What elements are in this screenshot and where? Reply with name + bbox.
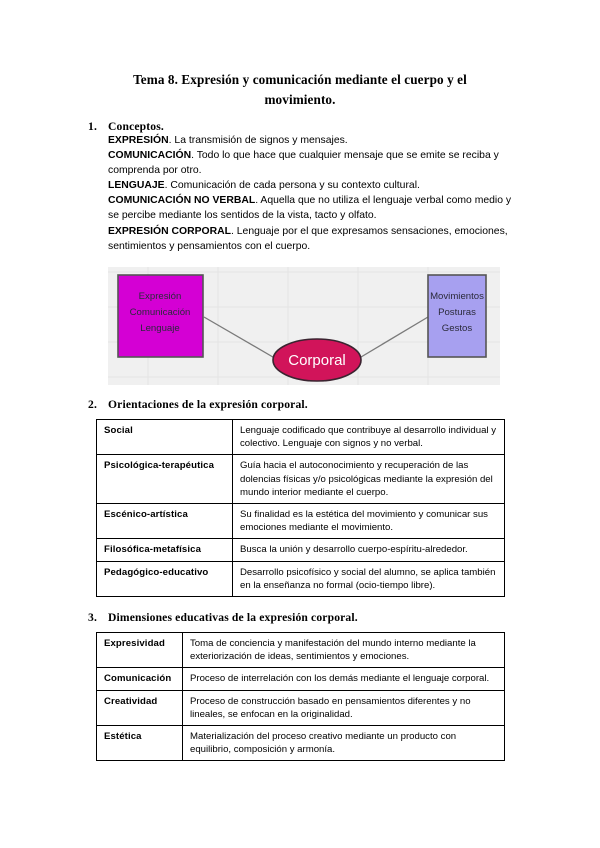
dimension-key: Estética bbox=[97, 726, 183, 761]
section-number-1: 1. bbox=[88, 120, 97, 133]
dimension-value: Proceso de construcción basado en pensamientos diferentes y no lineales, se enfocan en la originalidad. bbox=[183, 690, 505, 725]
section-orientaciones bbox=[0, 398, 600, 411]
definition-term: EXPRESIÓN CORPORAL bbox=[108, 225, 231, 237]
definition-text: . Comunicación de cada persona y su contexto cultural. bbox=[164, 180, 420, 192]
definition-text: . La transmisión de signos y mensajes. bbox=[168, 135, 348, 146]
dimension-key: Expresividad bbox=[97, 633, 183, 668]
table-dimensiones bbox=[96, 632, 505, 761]
definition-comunicacion bbox=[108, 148, 512, 178]
section-heading-1 bbox=[0, 120, 600, 133]
definition-text: . Todo lo que hace que cualquier mensaje que se emite se reciba y comprenda por otro. bbox=[108, 150, 499, 177]
definition-term: LENGUAJE bbox=[108, 180, 165, 192]
table-row bbox=[97, 726, 505, 761]
section-title-2: Orientaciones de la expresión corporal. bbox=[108, 398, 308, 411]
definition-expresion-corporal bbox=[108, 224, 512, 254]
left-box-line-1: Expresión bbox=[138, 291, 182, 302]
dimension-key: Creatividad bbox=[97, 690, 183, 725]
definition-text: . Lenguaje por el que expresamos sensaciones, emociones, sentimientos y pensamientos con el cuerpo. bbox=[108, 225, 508, 252]
table-row bbox=[97, 633, 505, 668]
orientacion-key: Filosófica-metafísica bbox=[97, 539, 233, 561]
orientacion-key: Pedagógico-educativo bbox=[97, 561, 233, 596]
concepts-list bbox=[0, 133, 600, 254]
table-row bbox=[97, 455, 505, 504]
section-title-3: Dimensiones educativas de la expresión corporal. bbox=[108, 611, 358, 624]
right-box-line-1: Movimientos bbox=[430, 291, 484, 302]
orientacion-key: Social bbox=[97, 420, 233, 455]
right-box-line-3: Gestos bbox=[441, 323, 473, 334]
orientacion-key: Psicológica-terapéutica bbox=[97, 455, 233, 504]
section-number-2: 2. bbox=[88, 398, 97, 411]
table-orientaciones bbox=[96, 419, 505, 597]
center-ellipse-label: Corporal bbox=[288, 352, 346, 369]
table-row bbox=[97, 539, 505, 561]
diagram-canvas bbox=[108, 267, 500, 385]
definition-term: EXPRESIÓN bbox=[108, 135, 169, 146]
orientacion-value: Guía hacia el autoconocimiento y recuperación de las dolencias físicas y/o psicológicas mediante la expresión del mundo interior mediante el cuerpo. bbox=[233, 455, 505, 504]
definition-term: COMUNICACIÓN bbox=[108, 150, 192, 162]
dimension-value: Materialización del proceso creativo mediante un producto con equilibrio, composición y armonía. bbox=[183, 726, 505, 761]
section-dimensiones bbox=[0, 611, 600, 624]
dimension-key: Comunicación bbox=[97, 668, 183, 690]
orientacion-value: Busca la unión y desarrollo cuerpo-espíritu-alrededor. bbox=[233, 539, 505, 561]
definition-term: COMUNICACIÓN NO VERBAL bbox=[108, 195, 256, 207]
expresion-corporal-diagram bbox=[108, 267, 500, 385]
orientacion-value: Desarrollo psicofísico y social del alumno, se aplica también en la enseñanza no formal (ocio-tiempo libre). bbox=[233, 561, 505, 596]
dimension-value: Proceso de interrelación con los demás mediante el lenguaje corporal. bbox=[183, 668, 505, 690]
orientacion-key: Escénico-artística bbox=[97, 504, 233, 539]
table-row bbox=[97, 420, 505, 455]
table-row bbox=[97, 561, 505, 596]
page-title: Tema 8. Expresión y comunicación mediante el cuerpo y el movimiento. bbox=[133, 72, 467, 107]
definition-expresion bbox=[108, 133, 512, 148]
section-conceptos bbox=[0, 120, 600, 254]
right-box-line-2: Posturas bbox=[438, 307, 476, 318]
left-box-line-2: Comunicación bbox=[129, 307, 191, 318]
definition-comunicacion-no-verbal bbox=[108, 193, 512, 223]
section-title-1: Conceptos. bbox=[108, 120, 164, 133]
definition-lenguaje bbox=[108, 178, 512, 193]
left-box-line-3: Lenguaje bbox=[140, 323, 180, 334]
definition-text: . Aquella que no utiliza el lenguaje verbal como medio y se percibe mediante los sentidos de la vista, tacto y olfato. bbox=[108, 195, 512, 222]
section-heading-3 bbox=[0, 611, 600, 624]
section-number-3: 3. bbox=[88, 611, 97, 624]
table-row bbox=[97, 504, 505, 539]
dimension-value: Toma de conciencia y manifestación del mundo interno mediante la exteriorización de ideas, sentimientos y emociones. bbox=[183, 633, 505, 668]
section-heading-2 bbox=[0, 398, 600, 411]
orientacion-value: Su finalidad es la estética del movimiento y comunicar sus emociones mediante el movimiento. bbox=[233, 504, 505, 539]
table-row bbox=[97, 668, 505, 690]
orientacion-value: Lenguaje codificado que contribuye al desarrollo individual y colectivo. Lenguaje con signos y no verbal. bbox=[233, 420, 505, 455]
table-row bbox=[97, 690, 505, 725]
